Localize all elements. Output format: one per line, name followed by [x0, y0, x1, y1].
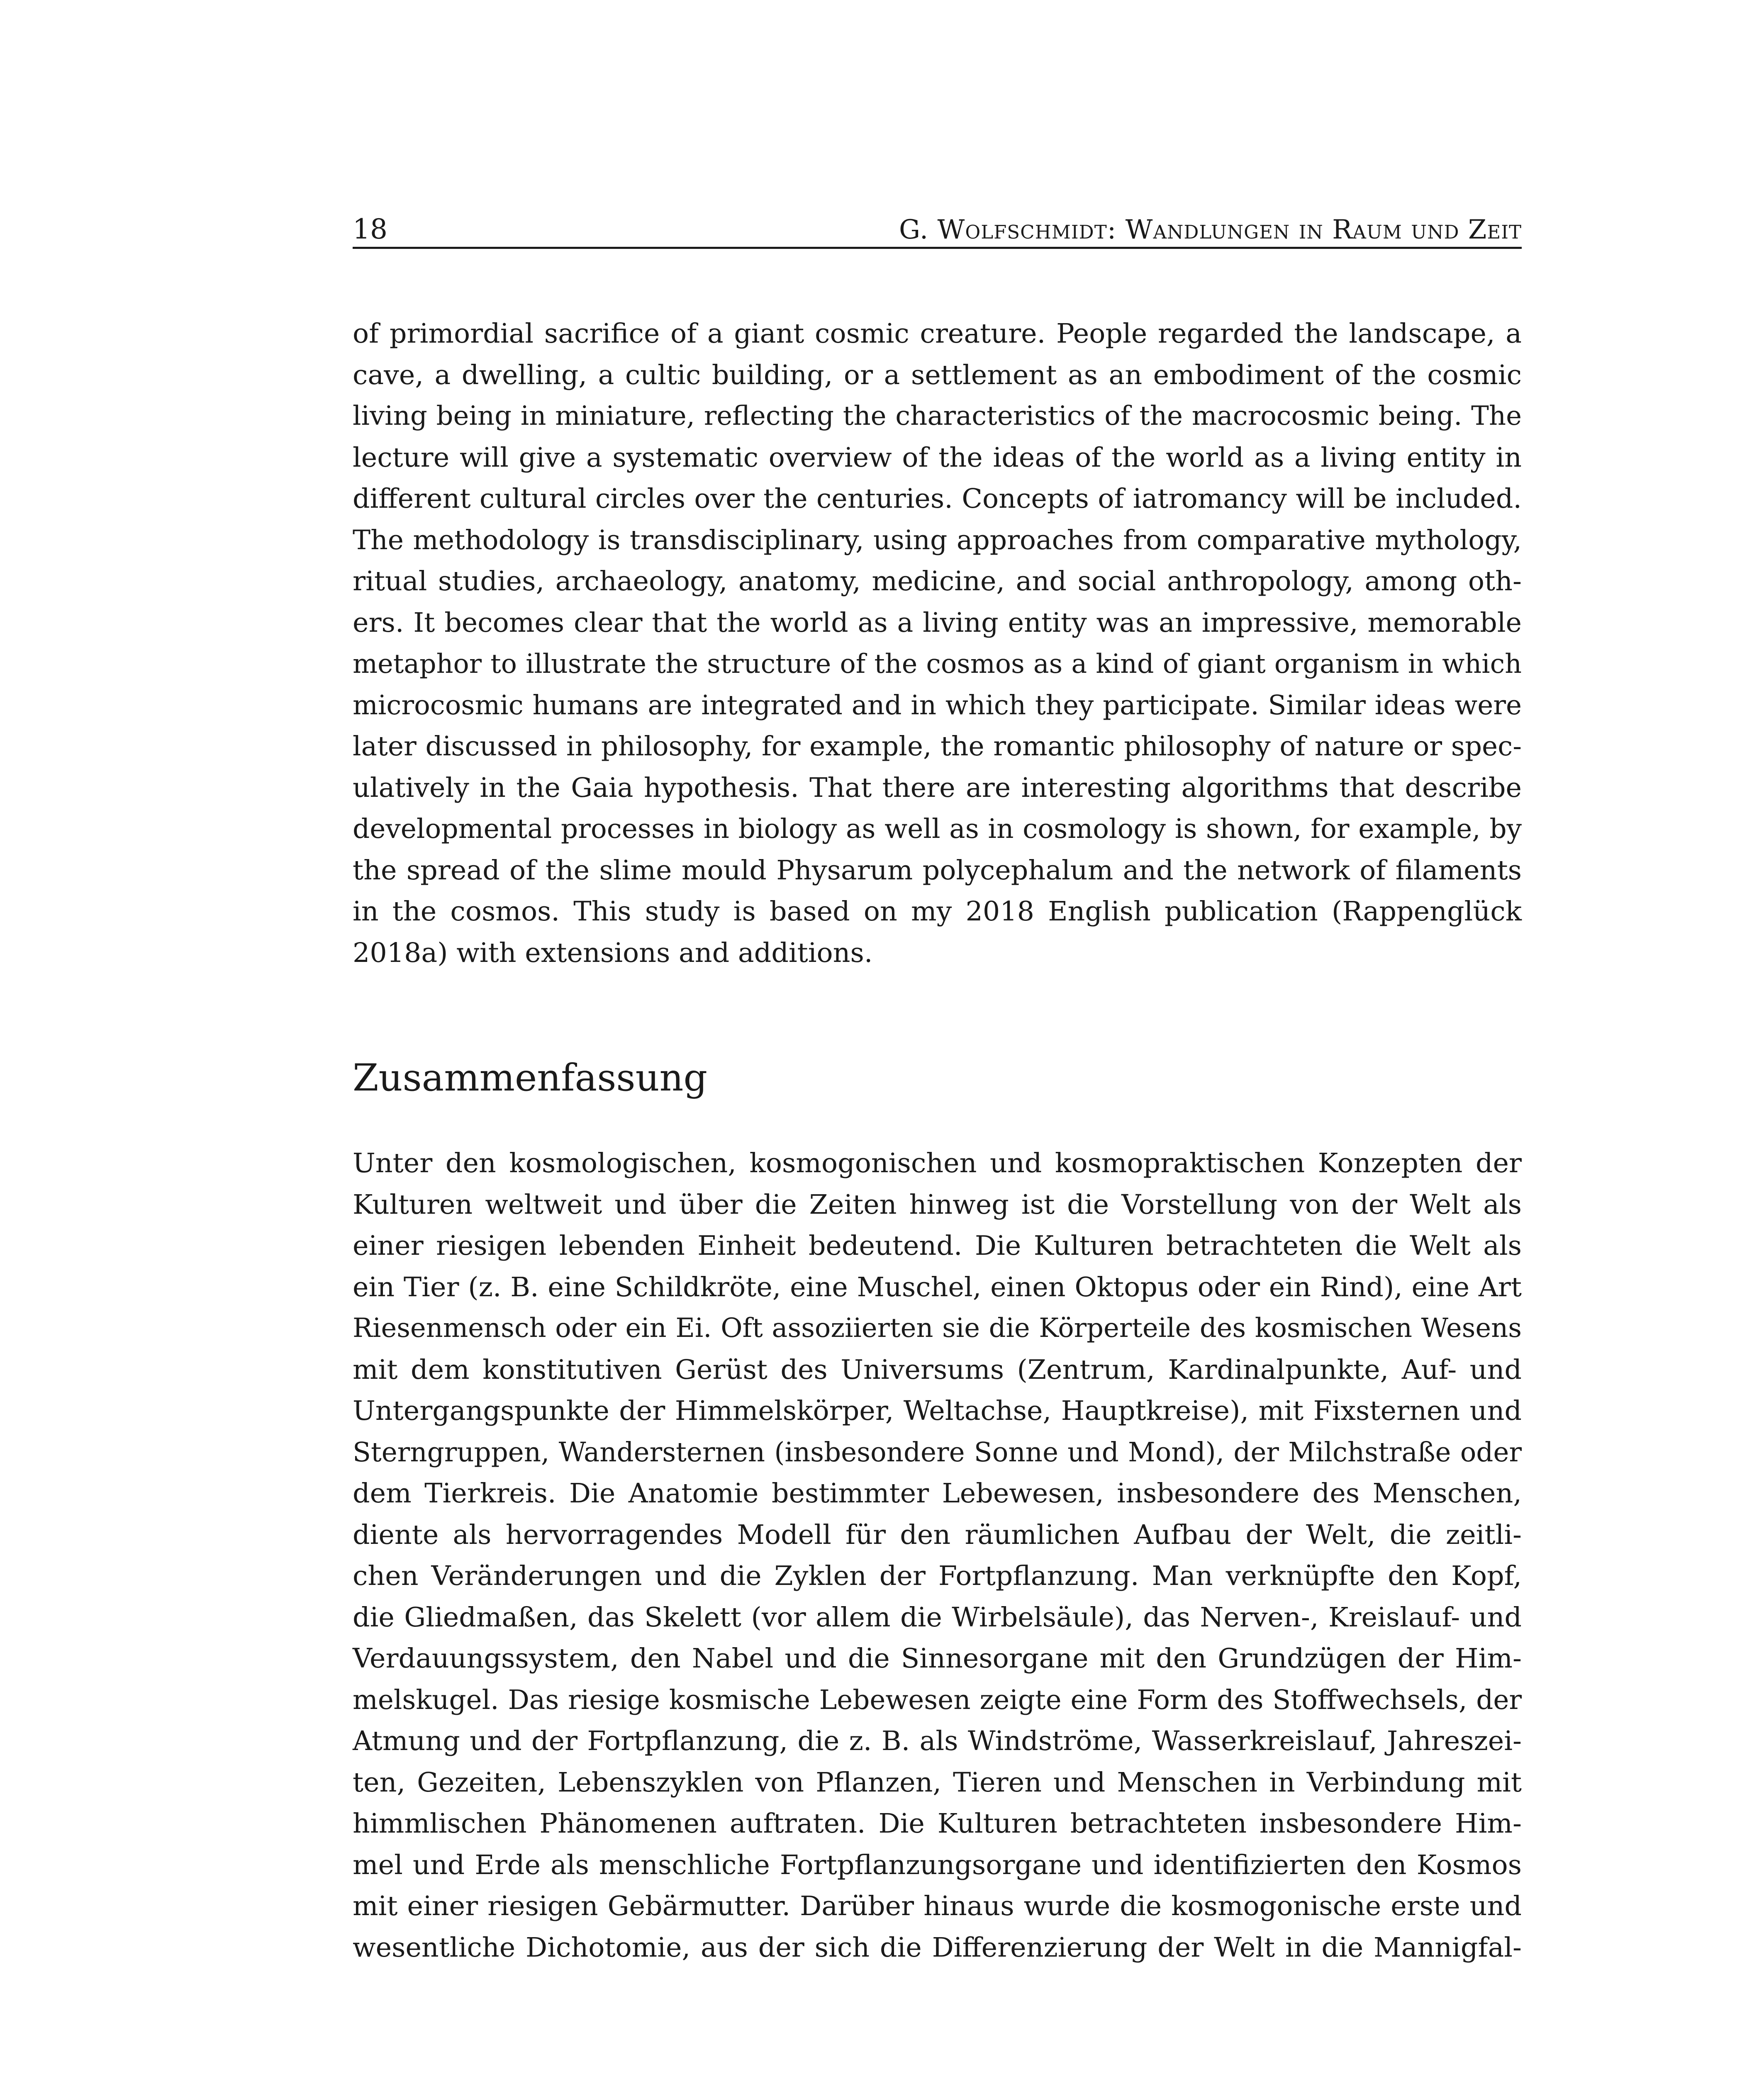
text-line: dem Tierkreis. Die Anatomie bestimmter Lebewesen, insbesondere des Menschen, [353, 1478, 1522, 1509]
abstract-german-paragraph [353, 1143, 1522, 1968]
text-line: different cultural circles over the centuries. Concepts of iatromancy will be included. [353, 483, 1522, 514]
text-line: diente als hervorragendes Modell für den räumlichen Aufbau der Welt, die zeitli- [353, 1519, 1522, 1551]
text-line: lecture will give a systematic overview of the ideas of the world as a living entity in [353, 442, 1522, 473]
text-line: wesentliche Dichotomie, aus der sich die Differenzierung der Welt in die Mannigfal- [353, 1932, 1522, 1963]
text-line: chen Veränderungen und die Zyklen der Fortpflanzung. Man verknüpfte den Kopf, [353, 1560, 1522, 1592]
text-line: melskugel. Das riesige kosmische Lebewesen zeigte eine Form des Stoffwechsels, der [353, 1684, 1522, 1716]
section-heading: Zusammenfassung [353, 1056, 708, 1100]
text-line: 2018a) with extensions and additions. [353, 937, 873, 969]
text-line: living being in miniature, reflecting the characteristics of the macrocosmic being. The [353, 401, 1522, 431]
text-line: in the cosmos. This study is based on my 2018 English publication (Rappenglück [353, 896, 1522, 927]
text-line: einer riesigen lebenden Einheit bedeutend. Die Kulturen betrachteten die Welt als [353, 1230, 1522, 1261]
text-line: Riesenmensch oder ein Ei. Oft assoziierten sie die Körperteile des kosmischen Wesens [353, 1313, 1522, 1344]
text-line: ritual studies, archaeology, anatomy, medicine, and social anthropology, among oth- [353, 566, 1522, 597]
header-rule [353, 247, 1522, 249]
page-number: 18 [353, 213, 387, 245]
text-line: ein Tier (z. B. eine Schildkröte, eine Muschel, einen Oktopus oder ein Rind), eine Art [353, 1271, 1522, 1303]
text-line: metaphor to illustrate the structure of the cosmos as a kind of giant organism in which [353, 648, 1522, 679]
running-head: G. Wolfschmidt: Wandlungen in Raum und Zeit [899, 214, 1522, 245]
abstract-english-paragraph [353, 313, 1522, 974]
text-line: of primordial sacrifice of a giant cosmic creature. People regarded the landscape, a [353, 318, 1522, 349]
text-line: mel und Erde als menschliche Fortpflanzungsorgane und identifizierten den Kosmos [353, 1849, 1522, 1881]
text-line: later discussed in philosophy, for example, the romantic philosophy of nature or spec- [353, 731, 1522, 762]
text-line: cave, a dwelling, a cultic building, or a settlement as an embodiment of the cosmic [353, 359, 1522, 391]
page-header [353, 207, 1522, 249]
text-line: the spread of the slime mould Physarum polycephalum and the network of filaments [353, 854, 1522, 886]
text-line: mit dem konstitutiven Gerüst des Universums (Zentrum, Kardinalpunkte, Auf- und [353, 1354, 1522, 1385]
text-line: himmlischen Phänomenen auftraten. Die Kulturen betrachteten insbesondere Him- [353, 1808, 1522, 1839]
text-line: The methodology is transdisciplinary, using approaches from comparative mythology, [353, 524, 1522, 556]
text-line: Verdauungssystem, den Nabel und die Sinnesorgane mit den Grundzügen der Him- [353, 1643, 1522, 1674]
text-line: ers. It becomes clear that the world as a living entity was an impressive, memorable [353, 607, 1522, 638]
text-line: mit einer riesigen Gebärmutter. Darüber hinaus wurde die kosmogonische erste und [353, 1891, 1522, 1922]
text-line: microcosmic humans are integrated and in which they participate. Similar ideas were [353, 689, 1522, 721]
text-line: Sterngruppen, Wandersternen (insbesondere Sonne und Mond), der Milchstraße oder [353, 1436, 1522, 1468]
text-line: Untergangspunkte der Himmelskörper, Weltachse, Hauptkreise), mit Fixsternen und [353, 1395, 1522, 1426]
text-line: Kulturen weltweit und über die Zeiten hinweg ist die Vorstellung von der Welt als [353, 1189, 1522, 1220]
text-line: Unter den kosmologischen, kosmogonischen und kosmopraktischen Konzepten der [353, 1148, 1522, 1179]
text-line: Atmung und der Fortpflanzung, die z. B. als Windströme, Wasserkreislauf, Jahreszei- [353, 1726, 1522, 1757]
text-line: ten, Gezeiten, Lebenszyklen von Pflanzen, Tieren und Menschen in Verbindung mit [353, 1767, 1522, 1798]
text-line: developmental processes in biology as well as in cosmology is shown, for example, by [353, 813, 1522, 845]
text-line: ulatively in the Gaia hypothesis. That there are interesting algorithms that describe [353, 772, 1522, 803]
text-line: die Gliedmaßen, das Skelett (vor allem die Wirbelsäule), das Nerven-, Kreislauf- und [353, 1602, 1522, 1633]
